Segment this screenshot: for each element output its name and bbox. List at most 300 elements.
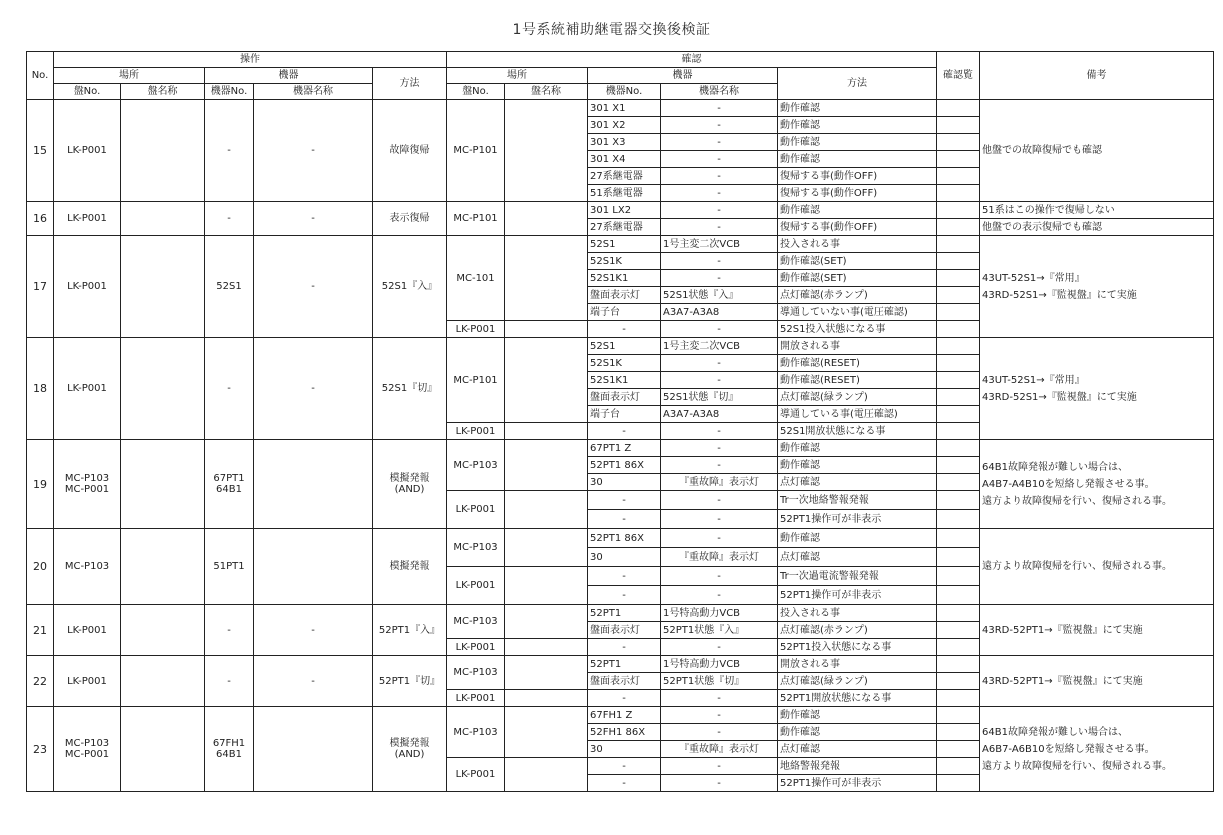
op-panel-name [121, 202, 205, 236]
cf-method: 動作確認 [778, 440, 937, 457]
cf-device-no: 301 LX2 [588, 202, 661, 219]
op-method [373, 605, 447, 656]
cf-device-no: 52S1K [588, 355, 661, 372]
table-row [27, 529, 1214, 548]
cell-line: MC-P001 [64, 749, 110, 760]
remark-line: 他盤での故障復帰でも確認 [982, 145, 1102, 156]
cell-line: MC-P103 [64, 561, 110, 572]
op-device-no [205, 202, 254, 236]
remark-line: A6B7-A6B10を短絡し発報させる事。 [982, 743, 1155, 755]
remark-cell [980, 440, 1214, 529]
cf-device-no: - [588, 639, 661, 656]
cf-device-no: 52PT1 86X [588, 457, 661, 474]
check-cell [937, 100, 980, 117]
op-panel-no [54, 656, 121, 707]
cf-method: 52PT1開放状態になる事 [778, 690, 937, 707]
cf-device-name: - [661, 457, 778, 474]
cf-method: 52PT1操作可が非表示 [778, 510, 937, 529]
cf-device-name: 『重故障』表示灯 [661, 548, 778, 567]
cf-device-no: 51系継電器 [588, 185, 661, 202]
cell-line: 52S1 [216, 281, 242, 292]
cf-device-no: 30 [588, 741, 661, 758]
header-op-device-no: 機器No. [205, 84, 254, 100]
cf-device-no: 52PT1 [588, 656, 661, 673]
op-panel-name [121, 440, 205, 529]
cell-line: - [227, 624, 231, 636]
cf-method: 開放される事 [778, 656, 937, 673]
cf-device-no: 67FH1 Z [588, 707, 661, 724]
cf-device-name: - [661, 758, 778, 775]
cell-line: LK-P001 [67, 675, 107, 687]
cf-panel-no: MC-P101 [447, 338, 505, 423]
check-cell [937, 338, 980, 355]
table-row [27, 338, 1214, 355]
table-body [27, 100, 1214, 792]
cf-device-no: - [588, 567, 661, 586]
cf-device-name: - [661, 219, 778, 236]
cf-device-no: 52S1 [588, 236, 661, 253]
check-cell [937, 219, 980, 236]
cf-device-name: 52PT1状態『切』 [661, 673, 778, 690]
table-row [27, 202, 1214, 219]
cf-device-name: 1号特高動力VCB [661, 605, 778, 622]
cell-line: LK-P001 [67, 383, 107, 394]
remark-cell: 51系はこの操作で復帰しない [980, 202, 1214, 219]
check-cell [937, 622, 980, 639]
header-op-panel-no: 盤No. [54, 84, 121, 100]
cf-device-no: 30 [588, 474, 661, 491]
cf-method: 動作確認 [778, 151, 937, 168]
cell-line: - [227, 213, 231, 224]
header-op-device-name: 機器名称 [254, 84, 373, 100]
check-cell [937, 406, 980, 423]
document-title: 1号系統補助継電器交換後検証 [512, 22, 711, 38]
op-device-no [205, 338, 254, 440]
cf-device-no: 盤面表示灯 [588, 673, 661, 690]
op-device-name [254, 707, 373, 792]
cf-method: 動作確認 [778, 457, 937, 474]
cf-method: 52PT1操作可が非表示 [778, 586, 937, 605]
row-number: 18 [27, 338, 54, 440]
cf-panel-name [505, 202, 588, 236]
op-device-no [205, 656, 254, 707]
check-cell [937, 707, 980, 724]
cf-device-name: 52S1状態『切』 [661, 389, 778, 406]
cell-line: MC-P103 [64, 738, 110, 749]
cell-line: 67PT1 [213, 473, 245, 484]
cell-line: MC-P103 [64, 473, 110, 484]
cf-device-no: 盤面表示灯 [588, 287, 661, 304]
cf-device-name: - [661, 707, 778, 724]
row-number: 17 [27, 236, 54, 338]
cf-panel-no: MC-P103 [447, 605, 505, 639]
cf-device-no: 301 X2 [588, 117, 661, 134]
cf-method: 点灯確認(緑ランプ) [778, 673, 937, 690]
cf-device-name: - [661, 510, 778, 529]
check-cell [937, 758, 980, 775]
op-device-name: - [254, 202, 373, 236]
cf-device-name: - [661, 185, 778, 202]
remark-cell [980, 236, 1214, 338]
op-device-no [205, 529, 254, 605]
check-cell [937, 656, 980, 673]
remark-line: 64B1故障発報が難しい場合は、 [982, 726, 1128, 738]
cf-panel-no: LK-P001 [447, 491, 505, 529]
header-remarks: 備考 [980, 52, 1214, 100]
check-cell [937, 724, 980, 741]
check-cell [937, 270, 980, 287]
cf-device-no: - [588, 510, 661, 529]
cf-device-name: - [661, 372, 778, 389]
remark-cell [980, 656, 1214, 707]
cf-panel-name [505, 639, 588, 656]
table-row [27, 100, 1214, 117]
cf-method: 動作確認(SET) [778, 253, 937, 270]
remark-line: 43RD-52PT1→『監視盤』にて実施 [982, 624, 1143, 636]
cell-line: 模擬発報 [389, 561, 430, 572]
cf-method: 点灯確認 [778, 741, 937, 758]
cf-device-no: 301 X4 [588, 151, 661, 168]
cf-device-no: 52S1K1 [588, 270, 661, 287]
op-panel-no [54, 100, 121, 202]
check-cell [937, 202, 980, 219]
remark-line: 43RD-52S1→『監視盤』にて実施 [982, 289, 1137, 301]
header-op-panel-name: 盤名称 [121, 84, 205, 100]
cf-device-no: 30 [588, 548, 661, 567]
cf-method: 復帰する事(動作OFF) [778, 219, 937, 236]
cf-device-name: - [661, 355, 778, 372]
cf-panel-no: LK-P001 [447, 423, 505, 440]
cf-device-name: - [661, 567, 778, 586]
cf-device-no: - [588, 321, 661, 338]
cf-panel-name [505, 707, 588, 758]
cf-method: 点灯確認(緑ランプ) [778, 389, 937, 406]
cf-panel-name [505, 236, 588, 321]
cf-device-no: 52PT1 86X [588, 529, 661, 548]
op-device-no [205, 100, 254, 202]
cf-method: 動作確認 [778, 529, 937, 548]
cf-panel-no: LK-P001 [447, 567, 505, 605]
cf-device-no: 52S1 [588, 338, 661, 355]
cf-device-no: 端子台 [588, 406, 661, 423]
check-cell [937, 389, 980, 406]
op-panel-no [54, 707, 121, 792]
check-cell [937, 287, 980, 304]
cell-line: 64B1 [216, 749, 242, 760]
cf-device-name: - [661, 775, 778, 792]
op-device-name: - [254, 605, 373, 656]
remark-line: 遠方より故障復帰を行い、復帰される事。 [982, 561, 1172, 572]
remark-cell [980, 100, 1214, 202]
op-panel-no [54, 236, 121, 338]
cf-panel-name [505, 491, 588, 529]
check-cell [937, 673, 980, 690]
cf-panel-name [505, 605, 588, 639]
cf-device-no: - [588, 491, 661, 510]
check-cell [937, 185, 980, 202]
cf-panel-no: LK-P001 [447, 321, 505, 338]
cf-panel-no: MC-101 [447, 236, 505, 321]
cf-device-no: 端子台 [588, 304, 661, 321]
cf-method: 復帰する事(動作OFF) [778, 168, 937, 185]
remark-line: 43UT-52S1→『常用』 [982, 272, 1085, 284]
cf-method: 導通している事(電圧確認) [778, 406, 937, 423]
op-method [373, 707, 447, 792]
table-row [27, 236, 1214, 253]
row-number: 19 [27, 440, 54, 529]
cf-method: 点灯確認(赤ランプ) [778, 287, 937, 304]
check-cell [937, 134, 980, 151]
op-device-no [205, 605, 254, 656]
cf-device-no: 27系継電器 [588, 219, 661, 236]
op-panel-no [54, 605, 121, 656]
cf-device-name: - [661, 168, 778, 185]
check-cell [937, 372, 980, 389]
cf-panel-no: MC-P103 [447, 656, 505, 690]
check-cell [937, 168, 980, 185]
op-method [373, 338, 447, 440]
check-cell [937, 639, 980, 656]
op-device-name: - [254, 236, 373, 338]
cell-line: - [227, 145, 231, 156]
op-panel-no [54, 202, 121, 236]
op-device-name [254, 529, 373, 605]
check-cell [937, 491, 980, 510]
cell-line: 52PT1『入』 [378, 624, 441, 636]
cf-panel-no: MC-P103 [447, 529, 505, 567]
header-cf-device-no: 機器No. [588, 84, 661, 100]
cell-line: 52PT1『切』 [378, 675, 441, 687]
cf-device-name: - [661, 253, 778, 270]
op-panel-no [54, 440, 121, 529]
cf-method: 投入される事 [778, 236, 937, 253]
check-cell [937, 605, 980, 622]
cf-panel-name [505, 758, 588, 792]
cf-panel-name [505, 529, 588, 567]
cf-device-name: 1号特高動力VCB [661, 656, 778, 673]
header-op-place: 場所 [54, 68, 205, 84]
cell-line: LK-P001 [67, 213, 107, 224]
check-cell [937, 423, 980, 440]
remark-cell [980, 529, 1214, 605]
op-panel-no [54, 529, 121, 605]
cf-device-name: 52PT1状態『入』 [661, 622, 778, 639]
check-cell [937, 690, 980, 707]
cell-line: 52S1『入』 [381, 281, 438, 292]
cf-device-name: 1号主変二次VCB [661, 338, 778, 355]
cell-line: - [227, 383, 231, 394]
check-cell [937, 236, 980, 253]
cell-line: 模擬発報 [389, 473, 430, 484]
cell-line: 51PT1 [213, 561, 245, 572]
cf-device-name: - [661, 134, 778, 151]
header-cf-device: 機器 [588, 68, 778, 84]
header-cf-panel-name: 盤名称 [505, 84, 588, 100]
op-method [373, 236, 447, 338]
row-number: 15 [27, 100, 54, 202]
cf-method: 動作確認(SET) [778, 270, 937, 287]
op-panel-name [121, 236, 205, 338]
op-method [373, 529, 447, 605]
cell-line: LK-P001 [67, 624, 107, 636]
cf-panel-name [505, 338, 588, 423]
remark-cell [980, 605, 1214, 656]
cf-method: 点灯確認 [778, 474, 937, 491]
cf-method: 52PT1投入状態になる事 [778, 639, 937, 656]
check-cell [937, 775, 980, 792]
cf-device-no: 盤面表示灯 [588, 389, 661, 406]
cf-method: 動作確認 [778, 724, 937, 741]
op-device-no [205, 236, 254, 338]
op-panel-name [121, 529, 205, 605]
cf-method: 52PT1操作可が非表示 [778, 775, 937, 792]
cf-device-no: 52PT1 [588, 605, 661, 622]
op-panel-no [54, 338, 121, 440]
check-cell [937, 741, 980, 758]
cf-method: 開放される事 [778, 338, 937, 355]
remark-cell [980, 707, 1214, 792]
remark-line: 遠方より故障復帰を行い、復帰される事。 [982, 495, 1172, 507]
cf-device-name: - [661, 117, 778, 134]
remark-line: 43RD-52S1→『監視盤』にて実施 [982, 391, 1137, 403]
op-device-no [205, 707, 254, 792]
cf-panel-no: LK-P001 [447, 639, 505, 656]
cf-panel-no: LK-P001 [447, 758, 505, 792]
remark-cell: 他盤での表示復帰でも確認 [980, 219, 1214, 236]
cf-panel-name [505, 690, 588, 707]
cf-method: 地絡警報発報 [778, 758, 937, 775]
remark-line: A4B7-A4B10を短絡し発報させる事。 [982, 478, 1155, 490]
header-no: No. [27, 52, 54, 100]
cf-device-no: - [588, 690, 661, 707]
header-confirmation: 確認 [447, 52, 937, 68]
op-panel-name [121, 605, 205, 656]
cf-method: 動作確認 [778, 134, 937, 151]
row-number: 16 [27, 202, 54, 236]
check-cell [937, 253, 980, 270]
table-row [27, 440, 1214, 457]
header-op-method: 方法 [373, 68, 447, 100]
cell-line: (AND) [394, 484, 425, 495]
check-cell [937, 510, 980, 529]
check-cell [937, 529, 980, 548]
cf-device-name: 52S1状態『入』 [661, 287, 778, 304]
cf-device-no: 52FH1 86X [588, 724, 661, 741]
check-cell [937, 586, 980, 605]
cell-line: 模擬発報 [389, 738, 430, 749]
op-method [373, 100, 447, 202]
cf-method: 動作確認 [778, 100, 937, 117]
cf-method: 復帰する事(動作OFF) [778, 185, 937, 202]
check-cell [937, 548, 980, 567]
op-method [373, 202, 447, 236]
cf-device-name: - [661, 724, 778, 741]
row-number: 21 [27, 605, 54, 656]
cell-line: 67FH1 [212, 738, 246, 749]
cf-device-name: - [661, 321, 778, 338]
cf-method: 52S1投入状態になる事 [778, 321, 937, 338]
cf-panel-name [505, 423, 588, 440]
cf-panel-no: MC-P101 [447, 100, 505, 202]
cf-device-name: 1号主変二次VCB [661, 236, 778, 253]
op-device-name: - [254, 100, 373, 202]
header-cf-place: 場所 [447, 68, 588, 84]
cf-device-name: - [661, 491, 778, 510]
cf-method: 導通していない事(電圧確認) [778, 304, 937, 321]
cf-device-no: 27系継電器 [588, 168, 661, 185]
cf-method: 動作確認 [778, 202, 937, 219]
row-number: 23 [27, 707, 54, 792]
check-cell [937, 321, 980, 338]
op-panel-name [121, 707, 205, 792]
header-cf-device-name: 機器名称 [661, 84, 778, 100]
check-cell [937, 440, 980, 457]
remark-cell [980, 338, 1214, 440]
table-header [27, 52, 1214, 100]
cf-device-no: 301 X1 [588, 100, 661, 117]
cell-line: 故障復帰 [389, 145, 430, 156]
cf-device-no: 52S1K [588, 253, 661, 270]
table-row [27, 656, 1214, 673]
cf-device-name: - [661, 690, 778, 707]
cf-method: 動作確認 [778, 117, 937, 134]
cf-device-name: - [661, 100, 778, 117]
cf-device-name: - [661, 270, 778, 287]
cf-method: 52S1開放状態になる事 [778, 423, 937, 440]
header-op-device: 機器 [205, 68, 373, 84]
cf-device-name: - [661, 151, 778, 168]
check-cell [937, 151, 980, 168]
header-cf-method: 方法 [778, 68, 937, 100]
remark-line: 43RD-52PT1→『監視盤』にて実施 [982, 675, 1143, 687]
cell-line: LK-P001 [67, 281, 107, 292]
cf-method: 点灯確認(赤ランプ) [778, 622, 937, 639]
cf-panel-name [505, 100, 588, 202]
op-method [373, 656, 447, 707]
cf-method: 動作確認(RESET) [778, 355, 937, 372]
check-cell [937, 304, 980, 321]
cell-line: 64B1 [216, 484, 242, 495]
remark-line: 64B1故障発報が難しい場合は、 [982, 461, 1128, 473]
cf-method: 点灯確認 [778, 548, 937, 567]
cf-device-name: 『重故障』表示灯 [661, 474, 778, 491]
cell-line: LK-P001 [67, 145, 107, 156]
cf-panel-name [505, 656, 588, 690]
op-panel-name [121, 338, 205, 440]
cf-device-no: 盤面表示灯 [588, 622, 661, 639]
cell-line: 表示復帰 [389, 213, 430, 224]
cf-panel-no: MC-P103 [447, 707, 505, 758]
cf-device-name: - [661, 639, 778, 656]
cf-panel-name [505, 321, 588, 338]
check-cell [937, 567, 980, 586]
check-cell [937, 474, 980, 491]
cf-panel-name [505, 440, 588, 491]
cf-panel-no: LK-P001 [447, 690, 505, 707]
cf-method: Tr一次過電流警報発報 [778, 567, 937, 586]
table-row [27, 707, 1214, 724]
row-number: 22 [27, 656, 54, 707]
cf-device-no: 67PT1 Z [588, 440, 661, 457]
cf-device-no: - [588, 775, 661, 792]
cf-method: Tr一次地絡警報発報 [778, 491, 937, 510]
header-operation: 操作 [54, 52, 447, 68]
op-panel-name [121, 656, 205, 707]
cf-device-no: - [588, 423, 661, 440]
op-method [373, 440, 447, 529]
cf-method: 投入される事 [778, 605, 937, 622]
cf-device-no: - [588, 586, 661, 605]
